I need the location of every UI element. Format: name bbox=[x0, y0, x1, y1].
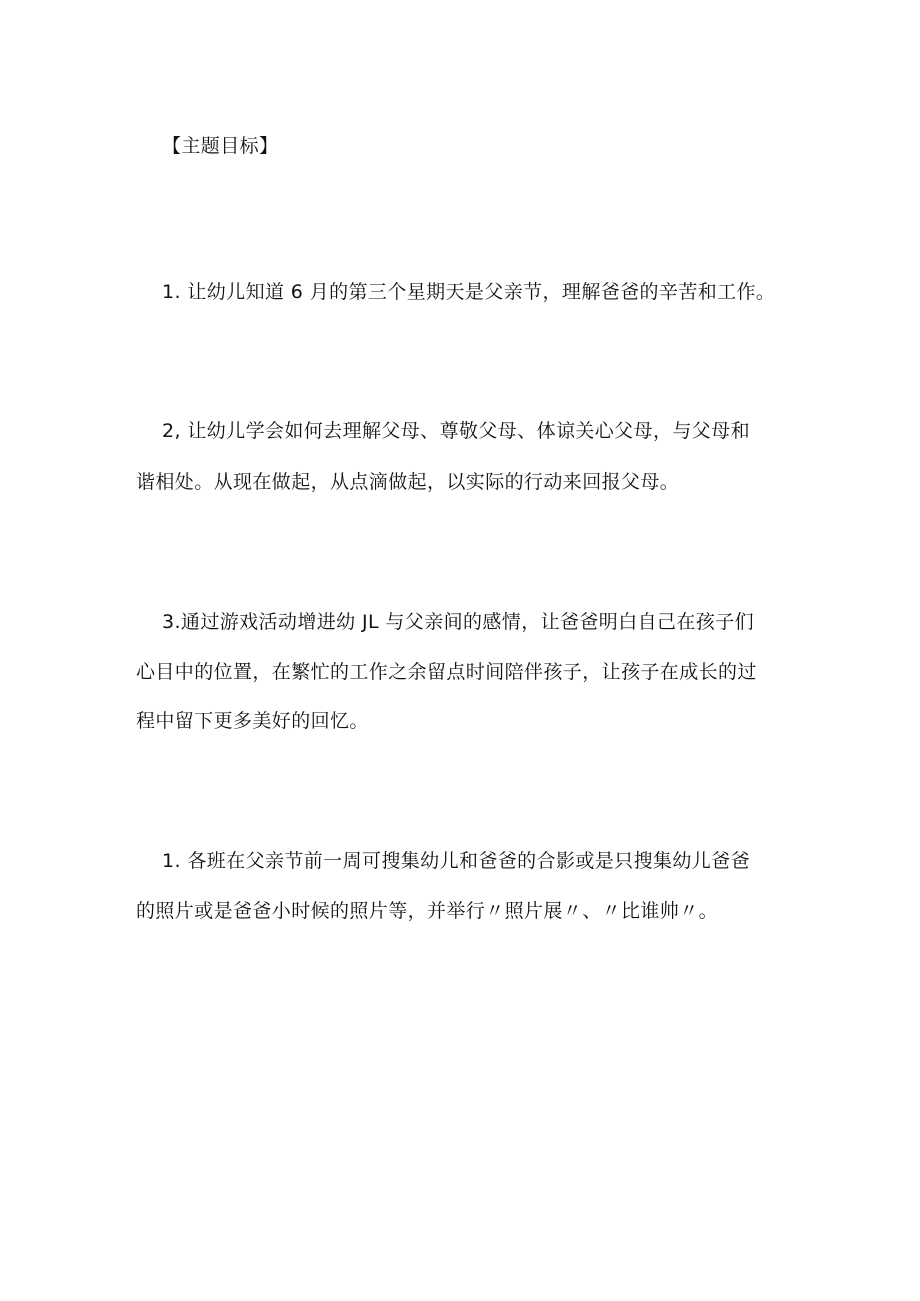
activity-1-line-1: 1. 各班在父亲节前一周可搜集幼儿和爸爸的合影或是只搜集幼儿爸爸 bbox=[162, 850, 750, 872]
section-heading: 【主题目标】 bbox=[162, 135, 279, 157]
goal-3-line-3: 程中留下更多美好的回忆。 bbox=[136, 710, 369, 732]
goal-2-line-1: 2, 让幼儿学会如何去理解父母、尊敬父母、体谅关心父母，与父母和 bbox=[162, 420, 750, 442]
goal-2-line-2: 谐相处。从现在做起，从点滴做起，以实际的行动来回报父母。 bbox=[136, 471, 680, 493]
goal-3-line-2: 心目中的位置，在繁忙的工作之余留点时间陪伴孩子，让孩子在成长的过 bbox=[136, 661, 757, 683]
activity-1-line-2: 的照片或是爸爸小时候的照片等，并举行〃照片展〃、〃比谁帅〃。 bbox=[136, 900, 719, 922]
goal-3-line-1: 3.通过游戏活动增进幼 JL 与父亲间的感情，让爸爸明白自己在孩子们 bbox=[162, 611, 754, 633]
goal-1-line-1: 1. 让幼儿知道 6 月的第三个星期天是父亲节，理解爸爸的辛苦和工作。 bbox=[162, 281, 776, 303]
